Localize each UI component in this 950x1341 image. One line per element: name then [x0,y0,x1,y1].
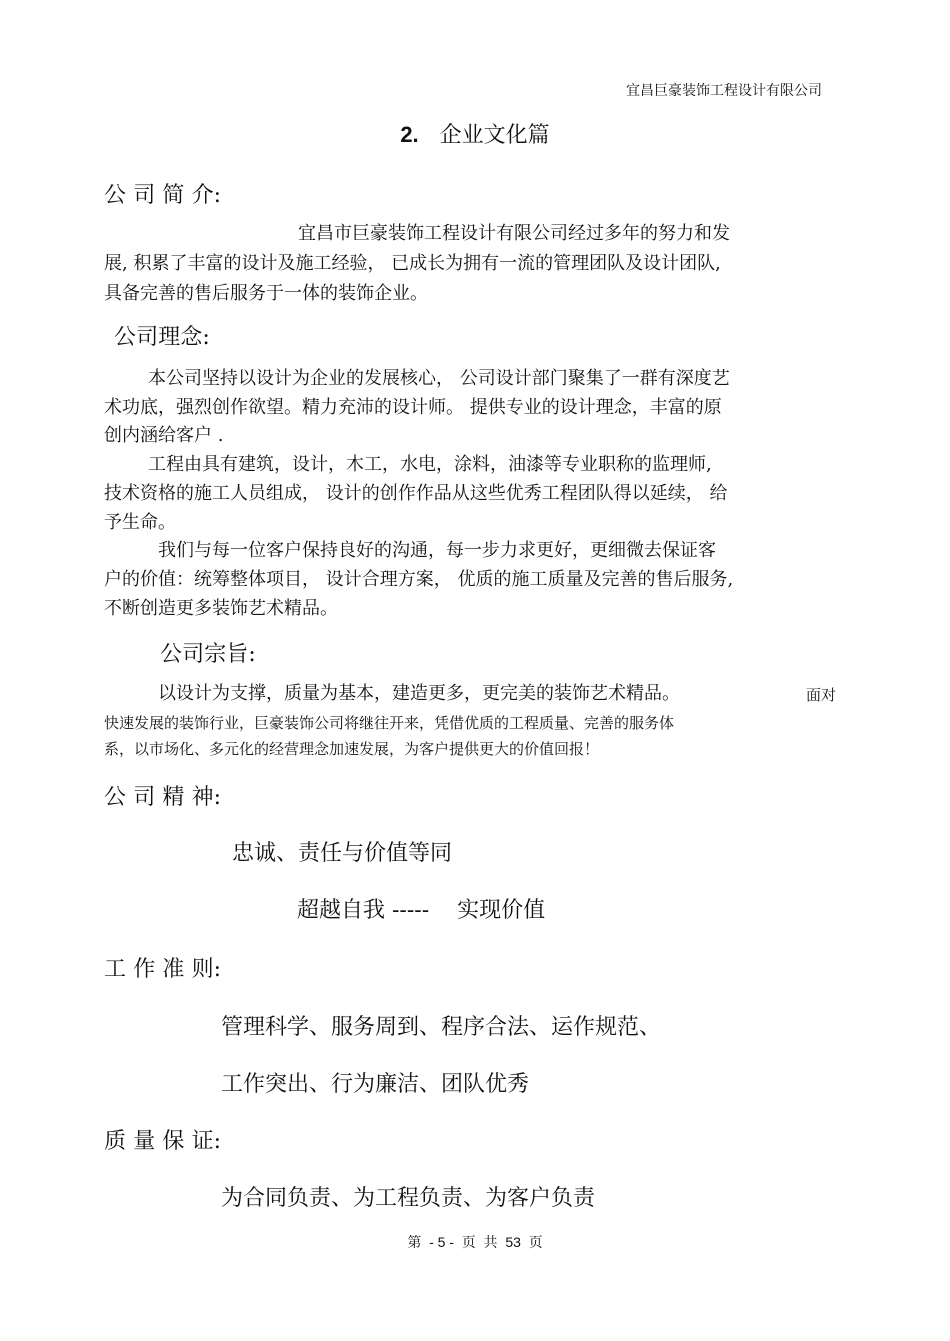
philosophy-line-7: 我们与每一位客户保持良好的沟通，每一步力求更好，更细微去保证客 [158,540,716,561]
purpose-line-3: 系，以市场化、多元化的经营理念加速发展，为客户提供更大的价值回报！ [104,740,600,758]
intro-heading: 公 司 简 介: [104,183,222,208]
principles-heading: 工 作 准 则: [104,957,222,982]
page-title [0,118,950,149]
page-footer: 第 - 5 - 页 共 53 页 [407,1234,543,1250]
philosophy-line-5: 技术资格的施工人员组成， 设计的创作作品从这些优秀工程团队得以延续， 给 [104,483,728,504]
spirit-motto-1: 忠诚、责任与价值等同 [232,841,453,866]
quality-line-1: 为合同负责、为工程负责、为客户负责 [221,1186,596,1211]
philosophy-line-9: 不断创造更多装饰艺术精品。 [104,598,338,619]
philosophy-heading: 公司理念: [114,325,210,350]
intro-line-2: 展, 积累了丰富的设计及施工经验， 已成长为拥有一流的管理团队及设计团队, [104,253,721,274]
section-title: 企业文化篇 [439,123,550,148]
page-header-company: 宜昌巨豪装饰工程设计有限公司 [626,83,822,99]
intro-line-3: 具备完善的售后服务于一体的装饰企业。 [104,283,428,304]
principles-line-2: 工作突出、行为廉洁、团队优秀 [221,1072,530,1097]
philosophy-line-8: 户的价值：统筹整体项目， 设计合理方案， 优质的施工质量及完善的售后服务, [104,569,734,590]
purpose-heading: 公司宗旨: [160,642,256,667]
purpose-line-2: 快速发展的装饰行业，巨豪装饰公司将继往开来，凭借优质的工程质量、完善的服务体 [104,714,675,732]
philosophy-line-1: 本公司坚持以设计为企业的发展核心， 公司设计部门聚集了一群有深度艺 [148,368,730,389]
philosophy-line-3: 创内涵给客户 . [104,425,224,446]
purpose-line-1: 以设计为支撑，质量为基本，建造更多，更完美的装饰艺术精品。 [158,683,680,704]
spirit-heading: 公 司 精 神: [104,785,222,810]
philosophy-line-2: 术功底，强烈创作欲望。精力充沛的设计师。 提供专业的设计理念，丰富的原 [104,397,722,418]
intro-line-1: 宜昌市巨豪装饰工程设计有限公司经过多年的努力和发 [298,223,730,244]
principles-line-1: 管理科学、服务周到、程序合法、运作规范、 [221,1015,662,1040]
philosophy-line-4: 工程由具有建筑，设计，木工，水电，涂料，油漆等专业职称的监理师, [148,454,712,475]
quality-heading: 质 量 保 证: [104,1129,222,1154]
section-number: 2. [400,122,419,147]
philosophy-line-6: 予生命。 [104,512,176,533]
purpose-line-1-tail: 面对 [806,686,837,704]
spirit-motto-2: 超越自我 ----- 实现价值 [297,898,546,923]
